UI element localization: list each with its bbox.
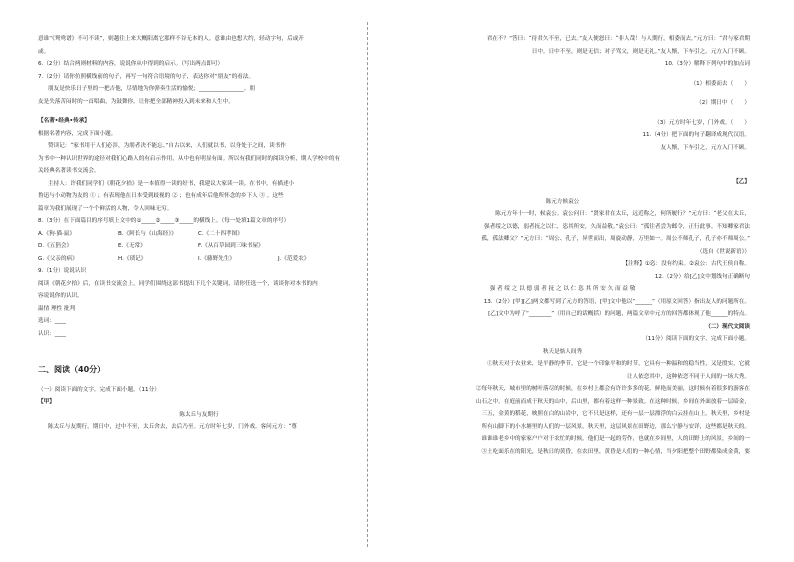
text-line: 让人依恋其中，这种依恋不同于人间的一场大秀。	[626, 373, 750, 380]
choice-b: B.《阿长与《山海经》》	[118, 230, 177, 237]
keyword-options: 温情 理性 批判	[38, 305, 76, 312]
choice-i: I.《藤野先生》	[198, 255, 235, 262]
passage-title: 陈元方候袁公	[545, 198, 580, 205]
choice-row	[38, 229, 360, 240]
source-note: （选自《世说新语》）	[696, 248, 750, 255]
text-line: ③土吃面乐在的阳光，是秋日的黄昏，在农田里，黄昏是人们的一种心情，当夕阳把整个田野都染成金黄，要	[481, 448, 750, 455]
text-line: 或。	[38, 48, 50, 55]
text-line: 主持人：许我们同学们《朝花夕拾》是一本值得一读的好书，我建议大家读一读。在书中，有描述小	[48, 180, 295, 187]
text-line: 朋友是快乐日子里的一把吉他，尽情地为你弹奏生活的愉悦；________________。朋	[48, 86, 255, 92]
text-line: 谁谁谁老乡中的家家户户对于农忙的时候，他们是一起的劳作，也就在乡间里，人的田野上的风景，乡间的一	[481, 436, 750, 442]
text-line: 陈太丘与友期行，期日中，过中不至，太丘舍去，去后乃至。元方时年七岁，门外戏。客问元方：“尊	[48, 424, 297, 430]
choice-a: A.《狗·猫·鼠》	[38, 230, 76, 237]
answer-line: 认识：____	[38, 330, 66, 337]
question-10: 10.（3分）解释下列句中的加点词	[664, 61, 750, 67]
question-12: 12.（2分）给[乙]文中划线句正确断句	[654, 273, 750, 280]
text-line: 陈元方年十一时，候袁公。袁公问曰：“贤家君在太丘，远近称之，何所履行？”元方曰：“老父在太丘，	[495, 211, 750, 217]
choice-f: F.《从百草园到三味书屋》	[198, 243, 264, 249]
question-9: 9.（1分）说说认识	[38, 268, 87, 274]
text-line: ②每年秋天，城市里的树叶落尽的时候，在乡村上都会有许许多多的花，鲜艳而美丽，这时候有着很多的游客在	[475, 386, 750, 392]
text-line: 鲁迅与小动物为友的 ① ；有表现他在日本受到歧视的 ② ；也有成年后他所怀念的乡下人 ③ 。这些	[38, 193, 284, 199]
instruction: （11分）阅读下面的文字，完成下面小题。	[642, 336, 750, 342]
choice-e: E.《无常》	[118, 243, 146, 249]
column-divider	[367, 22, 368, 547]
text-line: 篇章为我们展现了一个个鲜活的人物，令人回味无穷。	[38, 205, 173, 212]
text-line: 日中。日中不至，则是无信；对子骂父，则是无礼。”友人惭，下车引之。元方入门不顾。	[531, 48, 750, 55]
text-line: [乙]文中为呼了“________”（用自己的话概括）的问题，两篇文章中元方的回答都体现了他______的特点。	[488, 311, 750, 317]
passage-title: 秋天是惦人间秀	[542, 348, 583, 355]
text-line: 为书中一种认识世界的途径对我们心路人的有启示作用，从中也有明显有面。所以有我们同时的阅读分析，期人学校中的有	[38, 155, 341, 162]
text-line: 意谁“《鸳鸯谱》不可不读”，则越往上来大概阳离它那样不谷无本的人。意谁由也想大约，轻动字句，后或开	[38, 36, 304, 42]
right-column	[375, 34, 750, 459]
sentence-to-punctuate: 强 者 绥 之 以 德 弱 者 抚 之 以 仁 恣 其 所 安 久 而 益 敬	[489, 286, 636, 292]
choice-j: J.《范爱农》	[278, 255, 310, 262]
section-label: 【名著•经典•传承】	[38, 118, 90, 124]
passage-label: 【甲】	[38, 399, 55, 405]
text-line: 友是失落苦闷时的一首唱曲，为鼓舞你，让你把全部精神投入到未来和人生中。	[38, 98, 234, 105]
passage-label: 【乙】	[733, 179, 750, 185]
text-line: 君在不？”答曰：“待君久不至，已去。”友人便怒曰：“非人哉！与人期行，相委而去。”元方曰：“君与家君期	[486, 36, 750, 42]
section-label: （二）现代文阅读	[705, 323, 750, 330]
text-line: 阅读《朝花夕拾》后，在读书交流会上，同学们围绕这部书提出下几个关键词，请你任选一个，谈谈你对本书的内	[38, 280, 318, 287]
answer-word-line: 选词：____	[38, 318, 66, 324]
choice-d: D.《五猖会》	[38, 243, 73, 249]
text-line: 三五，金黄的稻花，映照在白的山岩中，它不只是这样，还有一层一层漂浮的白云挂在山上。秋天里，乡村是	[481, 411, 750, 417]
text-line: 容说说你的认识。	[38, 293, 83, 299]
question-13: 13.（2分）[甲][乙]两文都写到了元方的答语，[甲]文中他以“______”（用原文回答）指出友人的问题所在。	[483, 298, 750, 305]
left-column	[38, 34, 360, 435]
choice-g: G.《父亲的病》	[38, 255, 78, 262]
instruction: （一）阅读下面的文字，完成下面小题。（11分）	[38, 386, 160, 393]
question-11: 11.（4分）把下面的句子翻译成现代汉语。	[642, 132, 750, 138]
instruction: 根据名著内容，完成下面小题。	[38, 130, 117, 137]
text-line: ①秋天对于农业来，是平静的季节。它是一个印象平和的时节，它具有一种温和的稳当性，又是殷实，它就	[487, 361, 750, 367]
passage-title: 陈太丘与友期行	[179, 411, 219, 418]
text-line: 所有山脚下的小水塘里的人们的一层风景，秋天里，这层风景在田野边，那么宁静与安详，这些都是秋天的。	[481, 423, 750, 430]
text-line: 赞读记：“家书用于人们必涉，为朋者决不能忘。”自古以来，人们就以书，以身处于之间，读书作	[48, 143, 286, 149]
annotation: 【注释】①恣：没有约束。②袁公：古代王侯自称。	[622, 261, 750, 267]
text-line: 强者绥之以德，弱者抚之以仁，恣其所安，久而益敬。”袁公曰：“孤往者尝为邺令，正行此事。不知卿家君法	[484, 223, 750, 230]
choice-c: C.《二十四孝图》	[198, 230, 243, 237]
choice-row	[38, 254, 360, 265]
sub-item: （3）元方时年七岁，门外戏。（ ）	[654, 119, 750, 126]
question-7: 7.（2分）请你仿照横线前的句子，再写一句符合语境的句子，表达你对“朋友”的看法。	[38, 73, 255, 80]
question-8: 8.（3分）在下面篇目的序号填上文中的①_____②_____③_____的横线上。（每一处填1篇文章的序号）	[38, 218, 290, 224]
section-heading: 二、阅读（40分）	[38, 365, 106, 374]
text-line: 友人惭，下车引之，元方入门不顾。	[660, 144, 750, 151]
question-6: 6.（2分）结合两则材料的内容，说说你从中得到的启示。（写出两点即可）	[38, 61, 224, 67]
choice-h: H.《琐记》	[118, 255, 147, 262]
choice-row	[38, 241, 360, 252]
text-line: 孤，孤法卿父？”元方曰：“周公、孔子，异世而出，周旋动静，万里如一。周公不师孔子，孔子亦不师周公。”	[481, 236, 750, 242]
sub-item: （1）相委而去（ ）	[690, 80, 750, 87]
text-line: 关经典名著读书交流会。	[38, 168, 100, 174]
text-line: 山石之中。在庭前而成于秋天的山中，后山里，都有着这样一种景致。在这种时候，乡间在外面放着一层暗金，	[475, 398, 750, 405]
sub-item: （2）期日中（ ）	[696, 100, 750, 106]
